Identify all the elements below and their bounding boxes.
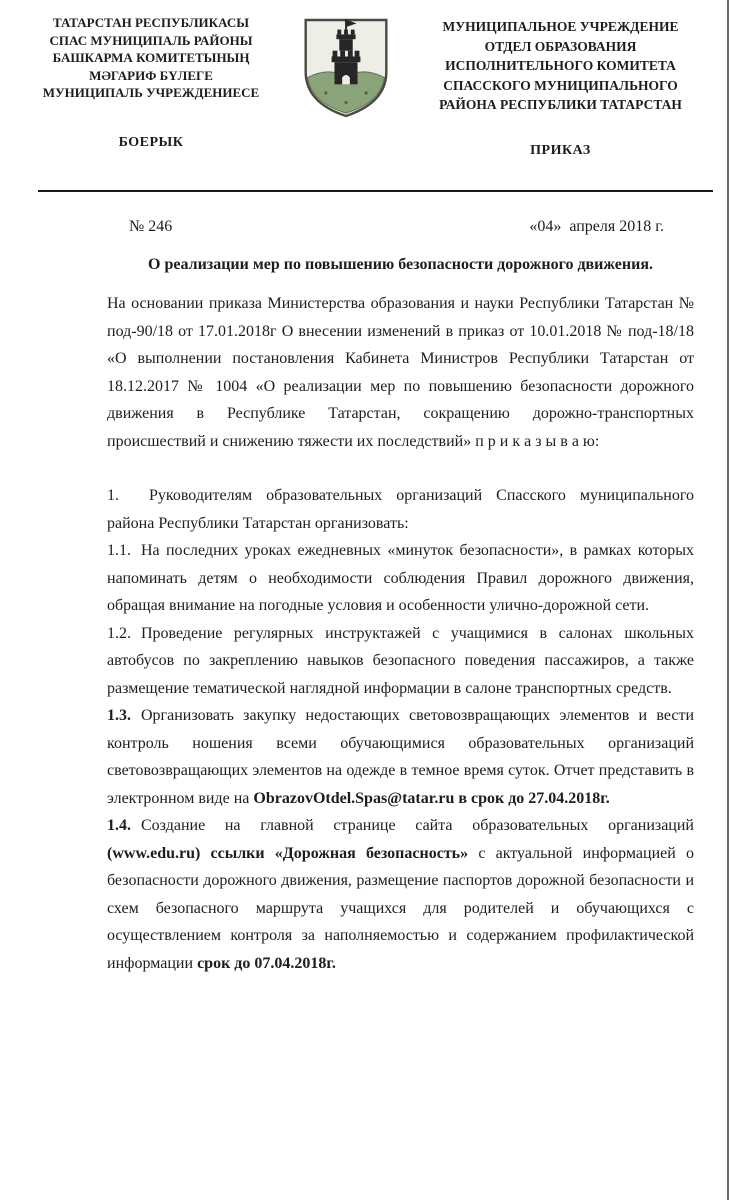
item-text-site-link: (www.edu.ru) ссылки «Дорожная безопасность»	[107, 844, 469, 862]
item-number: 1.4.	[107, 817, 131, 834]
org-name-tatar	[20, 12, 282, 151]
org-name-russian	[410, 12, 711, 160]
item-text: Организовать закупку недостающих световозвращающих элементов и вести контроль ношения всеми обучающимися образовательных организаций световозвращающих элементов на одежде в темное время суток. Отчет представить в электронном виде на	[107, 707, 694, 807]
org-left-line-1: ТАТАРСТАН РЕСПУБЛИКАСЫ	[53, 15, 249, 30]
org-left-line-3: БАШКАРМА КОМИТЕТЫНЫҢ	[52, 50, 250, 65]
order-content	[0, 192, 727, 977]
order-item-1	[107, 482, 694, 537]
order-number: № 246	[129, 218, 173, 235]
item-text-deadline: срок до 07.04.2018г.	[197, 954, 336, 972]
org-right-line-3: ИСПОЛНИТЕЛЬНОГО КОМИТЕТА	[445, 58, 676, 73]
item-text: Руководителям образовательных организаций Спасского муниципального района Республики Татарстан организовать:	[107, 487, 694, 532]
org-right-line-1: МУНИЦИПАЛЬНОЕ УЧРЕЖДЕНИЕ	[442, 19, 679, 34]
order-item-1-1	[107, 537, 694, 620]
item-text: с актуальной информацией о безопасности дорожного движения, размещение паспортов дорожной безопасности и схем безопасного маршрута учащихся для родителей и обучающихся с осуществлением контроля за наполняемостью и содержанием профилактической информации	[107, 844, 695, 972]
order-date: «04» апреля 2018 г.	[529, 218, 664, 235]
letterhead	[0, 0, 727, 160]
item-text-email-deadline: ObrazovOtdel.Spas@tatar.ru в срок до 27.04.2018г.	[253, 789, 610, 807]
order-item-1-4	[107, 812, 694, 977]
item-number: 1.1.	[107, 542, 131, 559]
org-right-line-2: ОТДЕЛ ОБРАЗОВАНИЯ	[484, 38, 637, 54]
order-title: О реализации мер по повышению безопасности дорожного движения.	[148, 256, 653, 273]
item-text: Создание на главной странице сайта образовательных организаций	[141, 817, 694, 834]
coat-of-arms-tower-icon	[298, 14, 394, 122]
org-right-line-5: РАЙОНА РЕСПУБЛИКИ ТАТАРСТАН	[439, 97, 682, 112]
item-text: Проведение регулярных инструктажей с учащимися в салонах школьных автобусов по закреплению навыков безопасного поведения пассажиров, а также размещение тематической наглядной информации в салоне транспортных средств.	[107, 624, 694, 697]
org-left-line-2: СПАС МУНИЦИПАЛЬ РАЙОНЫ	[49, 32, 253, 48]
org-left-line-5: МУНИЦИПАЛЬ УЧРЕЖДЕНИЕСЕ	[42, 85, 260, 100]
doc-type-russian: ПРИКАЗ	[530, 142, 591, 158]
item-number: 1.3.	[107, 707, 131, 724]
item-number: 1.2.	[107, 624, 131, 642]
org-right-line-4: СПАССКОГО МУНИЦИПАЛЬНОГО	[443, 77, 678, 93]
doc-type-tatar: БОЕРЫК	[118, 134, 184, 150]
order-meta	[107, 218, 694, 236]
org-left-line-4: МӘГАРИФ БҮЛЕГЕ	[89, 67, 213, 83]
item-text: На последних уроках ежедневных «минуток безопасности», в рамках которых напоминать детям о необходимости соблюдения Правил дорожного движения, обращая внимание на погодные условия и особенности улично-дорожной сети.	[107, 542, 694, 614]
order-item-1-2	[107, 620, 694, 703]
item-number: 1.	[107, 487, 119, 504]
coat-of-arms	[282, 12, 410, 122]
paragraph-intro	[107, 290, 694, 455]
order-item-1-3	[107, 702, 694, 812]
paragraph-intro-text: На основании приказа Министерства образования и науки Республики Татарстан № под-90/18 от 17.01.2018г О внесении изменений в приказ от 10.01.2018 № под-18/18 «О выполнении постановления Кабинета Министров Республики Татарстан от 18.12.2017 № 1004 «О реализации мер по повышению безопасности дорожного движения в Республике Татарстан, сокращению дорожно-транспортных происшествий и снижению тяжести их последствий» п р и к а з ы в а ю:	[107, 295, 694, 450]
